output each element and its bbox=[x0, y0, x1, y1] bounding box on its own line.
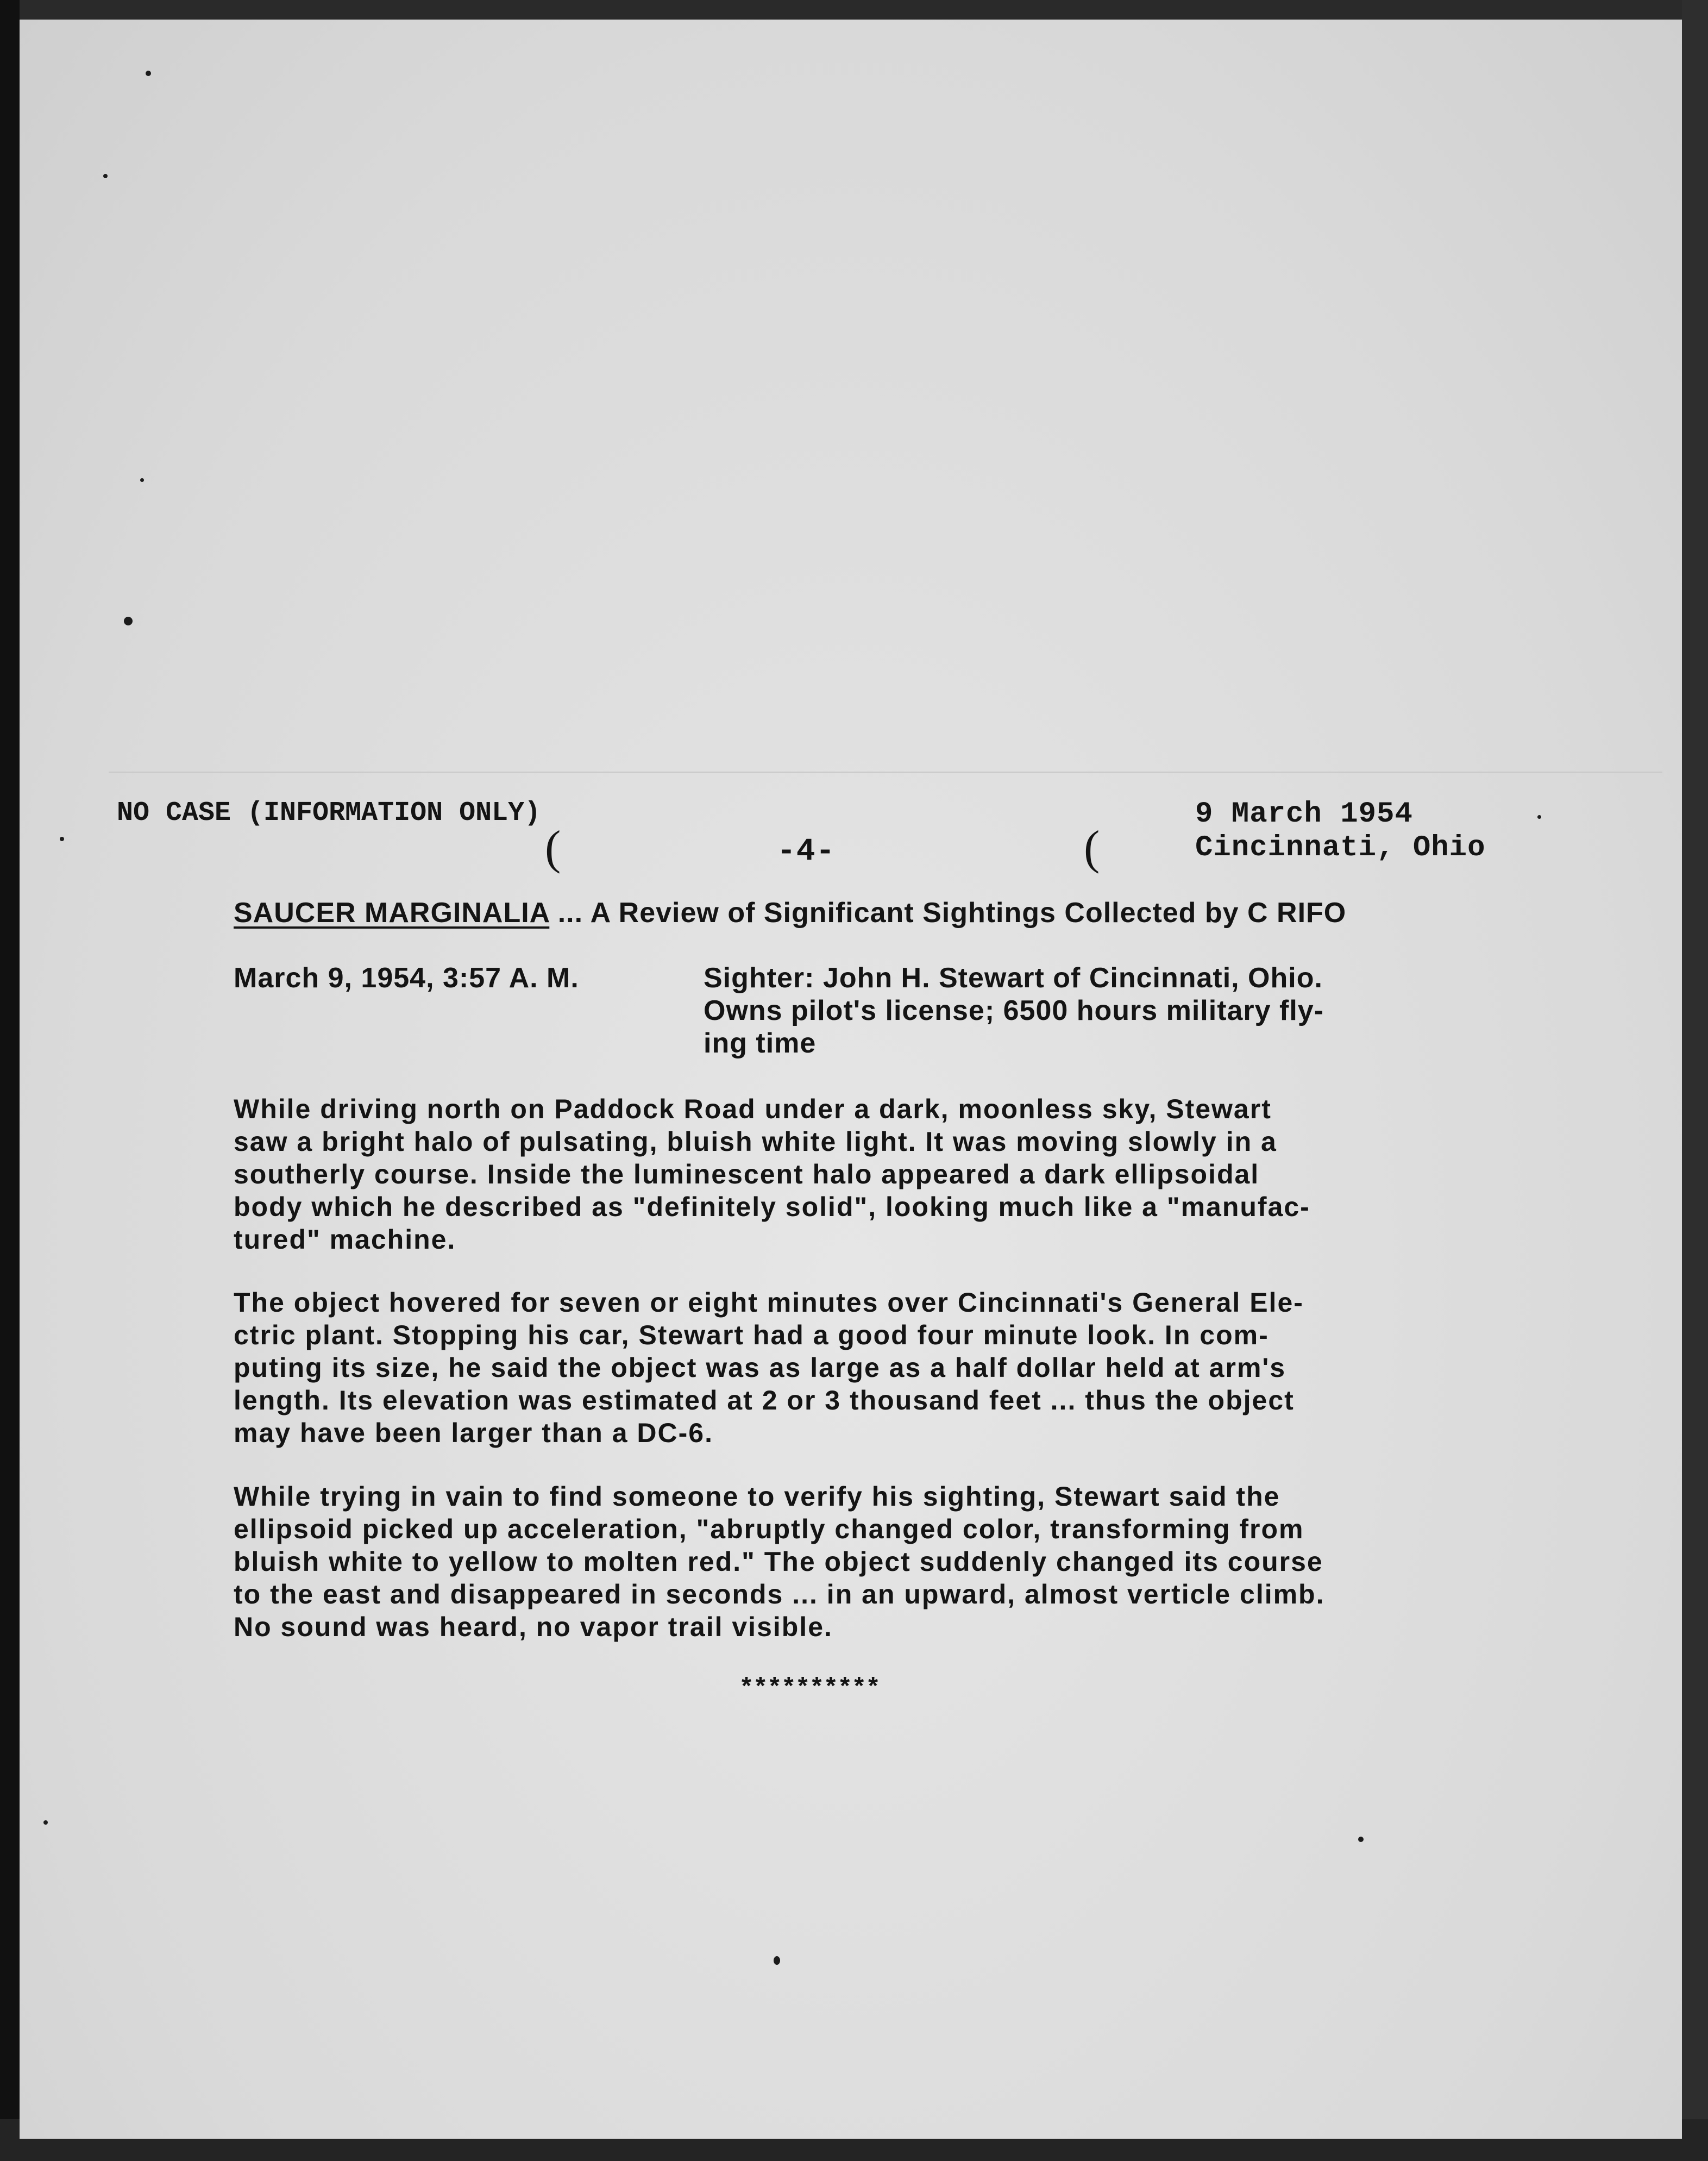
sighter-line: Sighter: John H. Stewart of Cincinnati, Ohio. bbox=[704, 962, 1323, 994]
paragraph-3-line: to the east and disappeared in seconds ... in an upward, almost verticle climb. bbox=[234, 1579, 1325, 1609]
section-separator: ********** bbox=[742, 1671, 883, 1700]
scan-speck bbox=[43, 1820, 48, 1825]
scan-speck bbox=[103, 174, 108, 178]
page-fold-line bbox=[109, 772, 1662, 773]
scan-border-top bbox=[0, 0, 1708, 20]
paragraph-1-line: While driving north on Paddock Road under a dark, moonless sky, Stewart bbox=[234, 1094, 1272, 1124]
document-page bbox=[20, 20, 1682, 2139]
paren-left: ( bbox=[545, 822, 562, 874]
scan-border-left bbox=[0, 0, 20, 2161]
paragraph-1-line: body which he described as "definitely solid", looking much like a "manufac- bbox=[234, 1192, 1310, 1222]
scan-speck bbox=[1537, 815, 1541, 819]
page-number: -4- bbox=[777, 834, 836, 869]
paragraph-2-line: length. Its elevation was estimated at 2 or 3 thousand feet ... thus the object bbox=[234, 1385, 1295, 1415]
paragraph-2-line: puting its size, he said the object was as large as a half dollar held at arm's bbox=[234, 1352, 1286, 1383]
sighter-line: ing time bbox=[704, 1028, 817, 1059]
scan-border-right bbox=[1682, 0, 1708, 2161]
paragraph-2-line: The object hovered for seven or eight minutes over Cincinnati's General Ele- bbox=[234, 1287, 1304, 1318]
paragraph-1-line: tured" machine. bbox=[234, 1224, 456, 1255]
paragraph-1-line: southerly course. Inside the luminescent halo appeared a dark ellipsoidal bbox=[234, 1159, 1260, 1189]
scan-speck bbox=[140, 478, 144, 482]
header-place: Cincinnati, Ohio bbox=[1195, 831, 1486, 865]
scan-speck bbox=[60, 837, 64, 841]
paragraph-3-line: bluish white to yellow to molten red." The object suddenly changed its course bbox=[234, 1546, 1323, 1577]
paragraph-2-line: may have been larger than a DC-6. bbox=[234, 1418, 713, 1448]
paragraph-3-line: No sound was heard, no vapor trail visible. bbox=[234, 1612, 833, 1642]
scan-speck bbox=[124, 617, 133, 625]
paragraph-2-line: ctric plant. Stopping his car, Stewart had a good four minute look. In com- bbox=[234, 1320, 1269, 1350]
sighting-date-time: March 9, 1954, 3:57 A. M. bbox=[234, 962, 579, 994]
case-label: NO CASE (INFORMATION ONLY) bbox=[117, 798, 541, 829]
paragraph-3-line: ellipsoid picked up acceleration, "abruptly changed color, transforming from bbox=[234, 1514, 1304, 1544]
document-title bbox=[234, 897, 1346, 929]
scan-speck bbox=[774, 1956, 780, 1965]
paragraph-1-line: saw a bright halo of pulsating, bluish white light. It was moving slowly in a bbox=[234, 1126, 1277, 1157]
paren-right: ( bbox=[1084, 822, 1101, 874]
scan-speck bbox=[1358, 1837, 1364, 1842]
scan-speck bbox=[146, 71, 151, 76]
sighter-line: Owns pilot's license; 6500 hours military fly- bbox=[704, 995, 1324, 1026]
header-date: 9 March 1954 bbox=[1195, 798, 1413, 831]
paragraph-3-line: While trying in vain to find someone to verify his sighting, Stewart said the bbox=[234, 1481, 1280, 1512]
series-subtitle: ... A Review of Significant Sightings Collected by C RIFO bbox=[557, 897, 1347, 929]
series-title: SAUCER MARGINALIA bbox=[234, 897, 550, 929]
